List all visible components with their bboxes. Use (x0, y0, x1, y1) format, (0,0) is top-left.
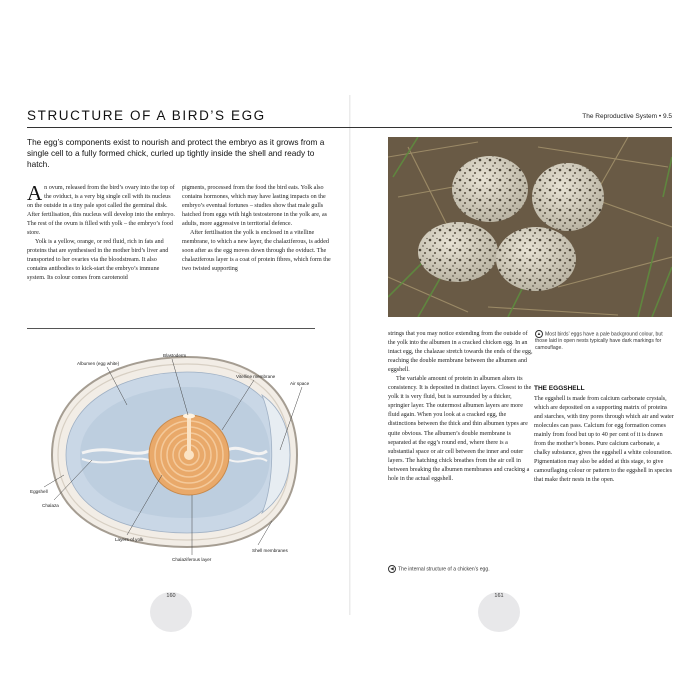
text-column-3 (388, 330, 533, 484)
egg-diagram-svg (22, 335, 332, 575)
label-vitelline-membrane: Vitelline membrane (236, 374, 276, 379)
page-number-right: 161 (494, 593, 504, 599)
label-albumen: Albumen (egg white) (77, 361, 120, 366)
label-chalaziferous-layer: Chalaziferous layer (172, 557, 212, 562)
col2-paragraph-1: pigments, processed from the food the bird eats. Yolk also contains hormones, which may have lasting impacts on the embryo’s eventual fortunes – studies show that male gulls hatched from eggs with high testosterone in the yolk are, as adults, more aggressive in territorial defence. (182, 185, 328, 228)
label-blastoderm: Blastoderm (163, 353, 187, 358)
label-eggshell: Eggshell (30, 489, 48, 494)
egg-top-left (452, 156, 528, 222)
egg-top-right (532, 163, 604, 231)
caption-arrow-up-icon: ▲ (536, 331, 542, 336)
photo-caption-text: Most birds’ eggs have a pale background colour, but those laid in open nests typically have dark markings for camouflage. (535, 331, 663, 351)
col2-paragraph-2: After fertilisation the yolk is enclosed in a vitelline membrane, to which a new layer, the chalaziferous, is added soon after as the egg moves down through the oviduct. The chalaziferous layer is a coat of protein fibres, which form the two twisted supporting (182, 230, 331, 273)
label-air-space: Air space (290, 381, 310, 386)
label-layers-of-yolk: Layers of yolk (115, 537, 144, 542)
col3-paragraph-1: strings that you may notice extending from the outside of the yolk into the albumen in a cracked chicken egg. In an intact egg, the chalazae stretch towards the ends of the egg, reaching the double membrane between the albumen and eggshell. (388, 331, 533, 374)
egg-structure-diagram (22, 335, 332, 575)
text-column-4 (534, 384, 674, 486)
diagram-caption-text: The internal structure of a chicken’s egg. (398, 566, 490, 573)
egg-bottom-right (496, 227, 576, 291)
label-chalaza: Chalaza (42, 503, 59, 508)
egg-bottom-left (418, 222, 498, 282)
text-column-2 (182, 184, 332, 274)
page-gutter (349, 95, 351, 615)
col1-paragraph-1: n ovum, released from the bird’s ovary into the top of the oviduct, is a very big single cell with its nucleus on the outside in a tiny pale spot called the germinal disk. After fertilisation, this nucleus will develop into the embryo. The rest of the ovum is filled with yolk – the embryo’s food store. (27, 185, 175, 237)
dropcap: A (27, 181, 43, 205)
page-title: STRUCTURE OF A BIRD’S EGG (27, 108, 266, 123)
nest-photo-image (388, 137, 672, 317)
header-rule (27, 127, 672, 128)
intro-paragraph: The egg’s components exist to nourish and protect the embryo as it grows from a single cell to a fully formed chick, curled up tightly inside the shell and ready to hatch. (27, 137, 325, 170)
text-column-1 (27, 181, 175, 284)
label-shell-membranes: Shell membranes (252, 548, 288, 553)
eggs-in-nest-photo (388, 137, 672, 317)
photo-caption (535, 330, 675, 351)
eggshell-heading: THE EGGSHELL (534, 385, 585, 392)
diagram-caption (388, 565, 538, 573)
running-header: The Reproductive System • 9.5 (582, 113, 672, 120)
section-rule (27, 328, 315, 329)
caption-arrow-left-icon: ◀ (388, 565, 396, 573)
page-number-left: 160 (166, 593, 176, 599)
col4-paragraph-1: The eggshell is made from calcium carbonate crystals, which are deposited on a supporting matrix of proteins and starches, with tiny pores through which air and water molecules can pass. Calcium for egg formation comes mainly from food but up to 40 per cent of it is drawn from the mother’s bones. Pure calcium carbonate, a chalky substance, gives the eggshell a white colouration. Pigmentation may also be added at this stage, to give camouflaging colour or pattern to the eggshell in species that make their nests in the open. (534, 396, 674, 484)
col3-paragraph-2: The variable amount of protein in albumen alters its consistency. It is deposited in distinct layers. Closest to the yolk it is very fluid, but is surrounded by a thicker, springier layer. The outermost albumen layers are more fluid again. When you look at a cracked egg, the distinctions between the thick and thin albumen types are quite obvious. The albumen’s double membrane is separated at the egg’s round end, where there is a substantial space or air cell between the inner and outer layers. The hatching chick breathes from the air cell in between breaking the albumen membranes and cracking a hole in the actual eggshell. (388, 376, 532, 482)
col1-paragraph-2: Yolk is a yellow, orange, or red fluid, rich in fats and proteins that are synthesised in the mother bird’s liver and transported to her ovaries via the bloodstream. It also contains antibodies to kick-start the embryo’s immune system. Its colour comes from carotenoid (27, 239, 169, 282)
